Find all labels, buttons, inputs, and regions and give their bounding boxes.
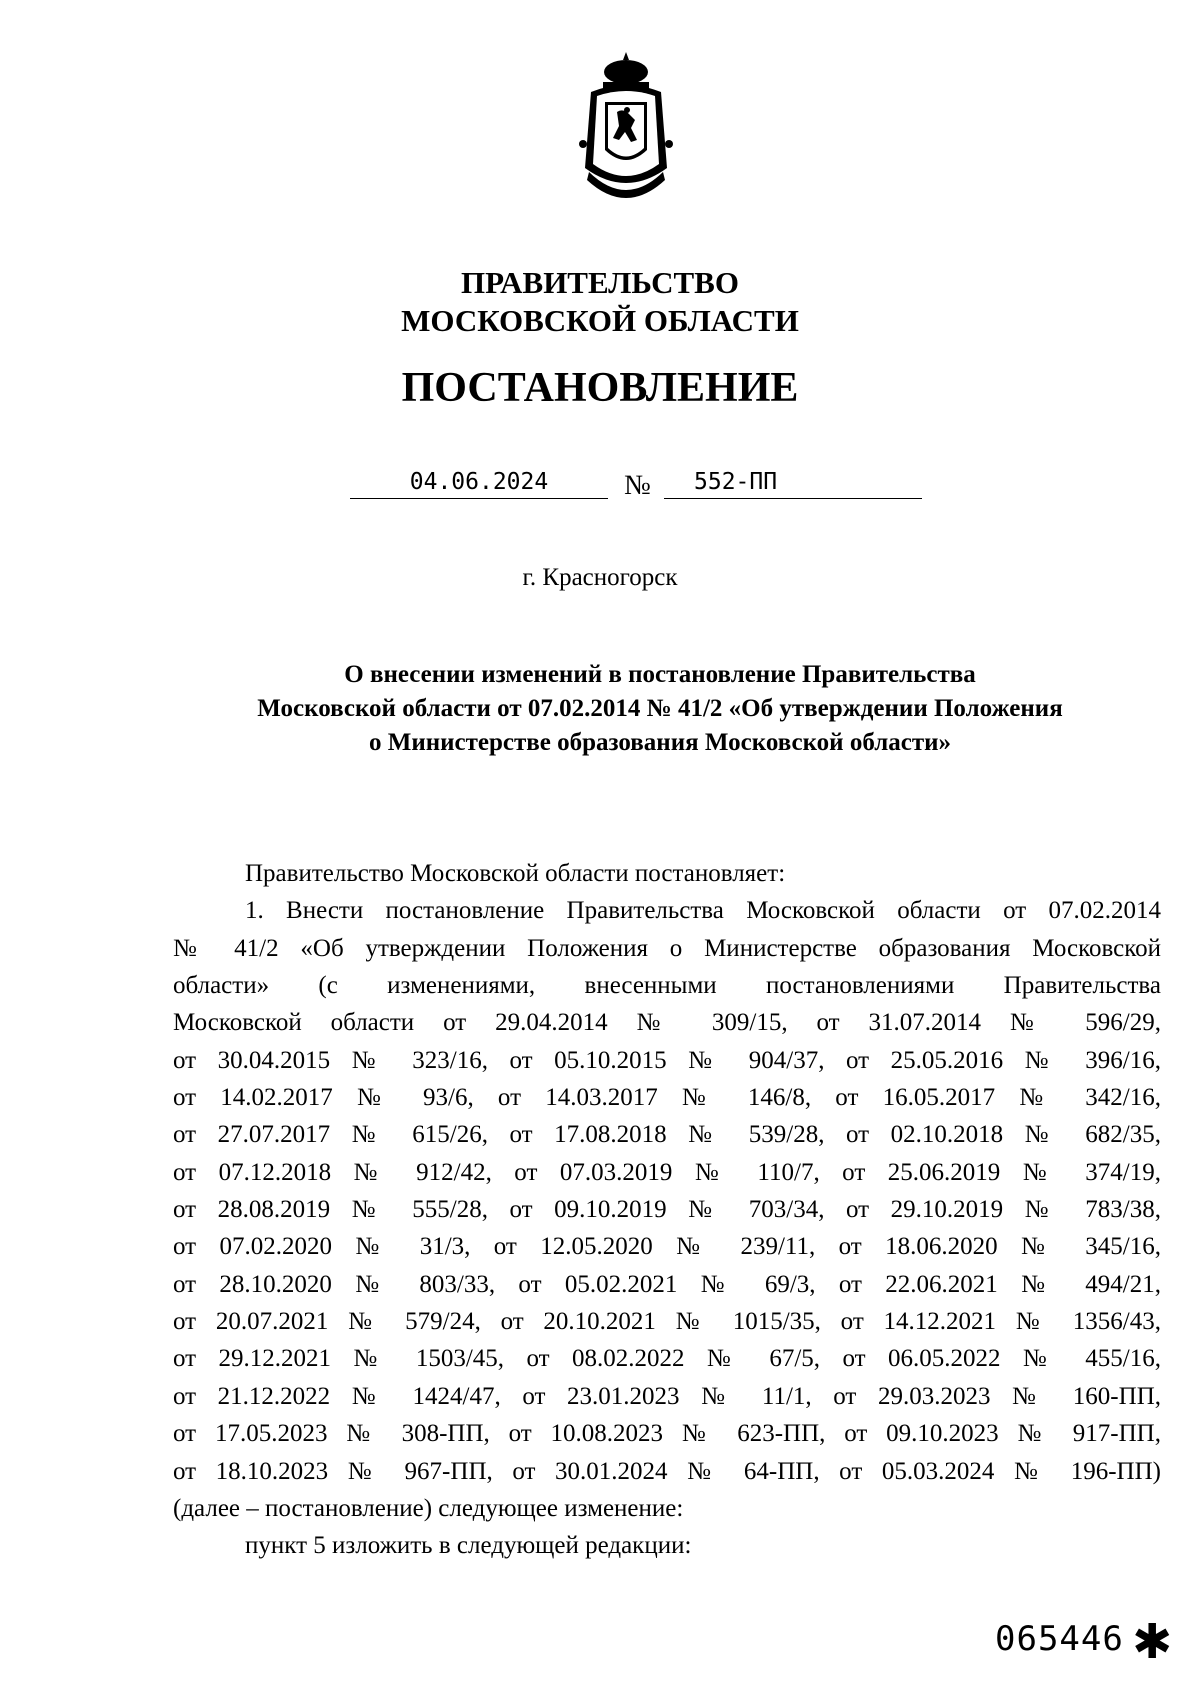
body-line: от 30.04.2015 № 323/16, от 05.10.2015 № 904/37, от 25.05.2016 № 396/16,: [173, 1046, 1161, 1074]
body-line: от 17.05.2023 № 308-ПП, от 10.08.2023 № 623-ПП, от 09.10.2023 № 917-ПП,: [173, 1420, 1161, 1448]
authority-line-2: МОСКОВСКОЙ ОБЛАСТИ: [401, 303, 799, 338]
document-title: [160, 658, 1160, 760]
body-line: от 07.12.2018 № 912/42, от 07.03.2019 № 110/7, от 25.06.2019 № 374/19,: [173, 1158, 1161, 1186]
authority-line-1: ПРАВИТЕЛЬСТВО: [461, 265, 739, 300]
body-line: Московской области от 29.04.2014 № 309/15, от 31.07.2014 № 596/29,: [173, 1009, 1161, 1037]
body-line: (далее – постановление) следующее изменение:: [173, 1494, 684, 1522]
body-line: от 14.02.2017 № 93/6, от 14.03.2017 № 146/8, от 16.05.2017 № 342/16,: [173, 1084, 1161, 1112]
asterisk-mark: ✱: [1132, 1614, 1173, 1670]
body-line: 1. Внести постановление Правительства Московской области от 07.02.2014: [245, 897, 1161, 925]
body-line: пункт 5 изложить в следующей редакции:: [245, 1532, 692, 1560]
body-line: № 41/2 «Об утверждении Положения о Министерстве образования Московской: [173, 934, 1161, 962]
registration-number: 552-ПП: [664, 466, 922, 499]
registration-date: 04.06.2024: [350, 466, 608, 499]
body-line: от 18.10.2023 № 967-ПП, от 30.01.2024 № 64-ПП, от 05.03.2024 № 196-ПП): [173, 1457, 1161, 1485]
body-line: Правительство Московской области постановляет:: [245, 860, 786, 887]
coat-of-arms-emblem: [573, 48, 679, 208]
title-line: о Министерстве образования Московской области»: [368, 729, 952, 756]
number-sign: №: [624, 470, 651, 501]
title-line: О внесении изменений в постановление Правительства: [344, 661, 976, 688]
body-line: от 29.12.2021 № 1503/45, от 08.02.2022 № 67/5, от 06.05.2022 № 455/16,: [173, 1345, 1161, 1373]
body-line: от 20.07.2021 № 579/24, от 20.10.2021 № 1015/35, от 14.12.2021 № 1356/43,: [173, 1308, 1161, 1336]
title-line: Московской области от 07.02.2014 № 41/2 «Об утверждении Положения: [257, 695, 1063, 722]
registration-line: [0, 466, 1200, 506]
body-line: от 27.07.2017 № 615/26, от 17.08.2018 № 539/28, от 02.10.2018 № 682/35,: [173, 1121, 1161, 1149]
place-of-issue: г. Красногорск: [522, 564, 678, 591]
body-line: от 21.12.2022 № 1424/47, от 23.01.2023 № 11/1, от 29.03.2023 № 160-ПП,: [173, 1382, 1161, 1410]
document-body: [173, 855, 1161, 1565]
body-line: от 07.02.2020 № 31/3, от 12.05.2020 № 239/11, от 18.06.2020 № 345/16,: [173, 1233, 1161, 1261]
body-line: от 28.08.2019 № 555/28, от 09.10.2019 № 703/34, от 29.10.2019 № 783/38,: [173, 1196, 1161, 1224]
document-type-heading: ПОСТАНОВЛЕНИЕ: [401, 365, 799, 411]
body-line: от 28.10.2020 № 803/33, от 05.02.2021 № 69/3, от 22.06.2021 № 494/21,: [173, 1270, 1161, 1298]
serial-number: 065446: [995, 1619, 1124, 1659]
body-line: области» (с изменениями, внесенными постановлениями Правительства: [173, 972, 1161, 1000]
